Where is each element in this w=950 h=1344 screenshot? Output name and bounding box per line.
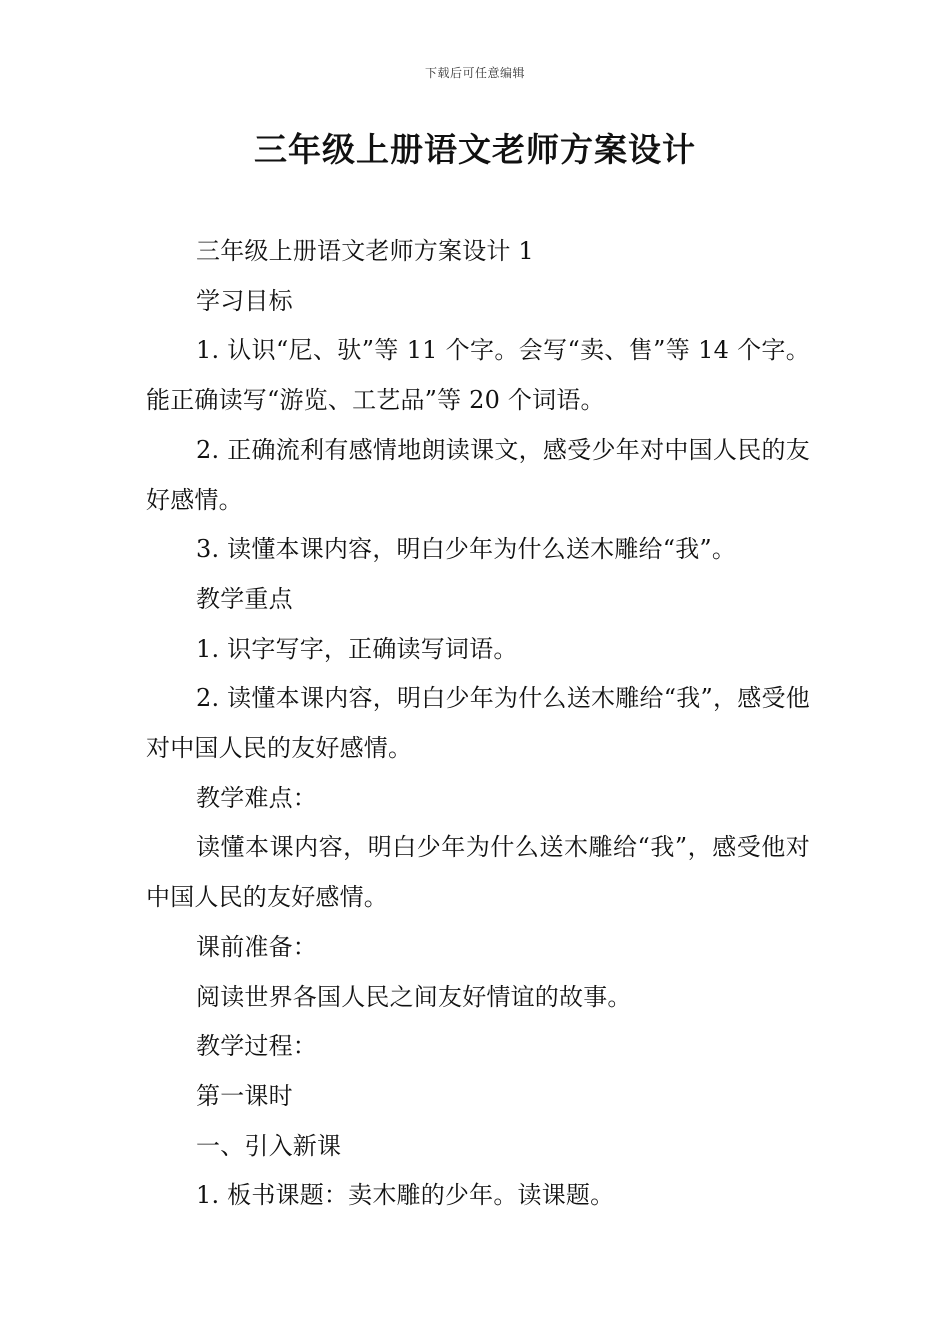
paragraph-preparation: 阅读世界各国人民之间友好情谊的故事。 [196, 982, 632, 1011]
paragraph-heading-objectives: 学习目标 [196, 286, 293, 315]
paragraph-step-1: 1. 板书课题：卖木雕的少年。读课题。 [196, 1181, 615, 1210]
paragraph-objective-1: 1. 认识“尼、驮”等 11 个字。会写“卖、售”等 14 个字。能正确读写“游览、工艺品”等 20 个词语。 [146, 336, 810, 415]
document-title: 三年级上册语文老师方案设计 [254, 130, 696, 169]
paragraph-difficulty: 读懂本课内容，明白少年为什么送木雕给“我”，感受他对中国人民的友好感情。 [146, 833, 810, 912]
paragraph-step-introduction: 一、引入新课 [196, 1131, 342, 1160]
paragraph-lesson-one: 第一课时 [196, 1081, 293, 1110]
paragraph-key-point-2: 2. 读懂本课内容，明白少年为什么送木雕给“我”，感受他对中国人民的友好感情。 [146, 684, 810, 763]
paragraph-objective-3: 3. 读懂本课内容，明白少年为什么送木雕给“我”。 [196, 535, 737, 564]
paragraph-objective-2: 2. 正确流利有感情地朗读课文，感受少年对中国人民的友好感情。 [146, 435, 810, 514]
paragraph-key-point-1: 1. 识字写字，正确读写词语。 [196, 634, 518, 663]
paragraph-section-title: 三年级上册语文老师方案设计 1 [196, 237, 534, 265]
paragraph-heading-key-points: 教学重点 [196, 584, 293, 613]
paragraph-heading-difficulties: 教学难点： [196, 783, 317, 812]
document-body [146, 227, 810, 1221]
header-note: 下载后可任意编辑 [424, 66, 525, 80]
paragraph-heading-process: 教学过程： [196, 1032, 317, 1061]
paragraph-heading-preparation: 课前准备： [196, 932, 317, 961]
